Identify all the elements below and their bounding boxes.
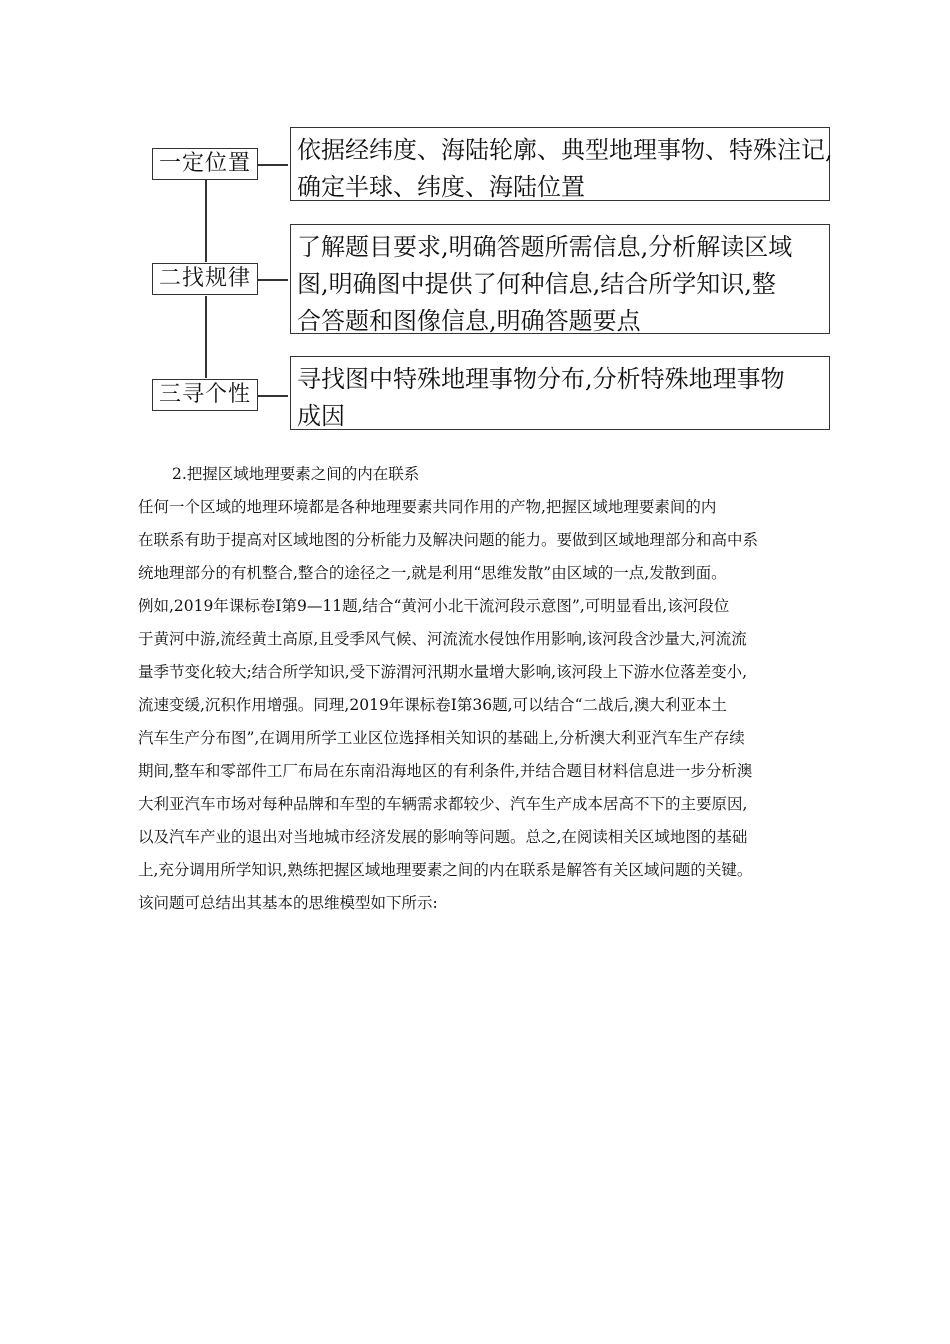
paragraph-line: 例如,2019年课标卷Ⅰ第9—11题,结合“黄河小北干流河段示意图”,可明显看出,该河段位 [138,597,730,615]
paragraph-line: 期间,整车和零部件工厂布局在东南沿海地区的有利条件,并结合题目材料信息进一步分析澳 [138,762,753,780]
step-content-line: 寻找图中特殊地理事物分布,分析特殊地理事物 [297,365,785,393]
step-content-pattern [290,224,830,334]
paragraph-line: 统地理部分的有机整合,整合的途径之一,就是利用“思维发散”由区域的一点,发散到面。 [138,564,727,582]
paragraph-line: 上,充分调用所学知识,熟练把握区域地理要素之间的内在联系是解答有关区域问题的关键。 [138,861,753,879]
step-dash-pattern [258,279,288,281]
step-content-line: 了解题目要求,明确答题所需信息,分析解读区域 [297,233,793,261]
step-content-locate [290,127,833,201]
connector-line-2 [205,296,207,378]
step-content-line: 确定半球、纬度、海陆位置 [297,173,585,201]
thinking-flow-diagram [0,0,950,440]
paragraph-line: 该问题可总结出其基本的思维模型如下所示: [138,894,438,912]
step-content-line: 依据经纬度、海陆轮廓、典型地理事物、特殊注记, [297,136,833,164]
paragraph-line: 大利亚汽车市场对每种品牌和车型的车辆需求都较少、汽车生产成本居高不下的主要原因, [138,795,748,813]
paragraph-line: 于黄河中游,流经黄土高原,且受季风气候、河流流水侵蚀作用影响,该河段含沙量大,河流流 [138,630,747,648]
section-paragraph [138,491,818,920]
section-heading: 2.把握区域地理要素之间的内在联系 [172,465,420,483]
paragraph-line: 量季节变化较大;结合所学知识,受下游渭河汛期水量增大影响,该河段上下游水位落差变小, [138,663,748,681]
paragraph-line: 流速变缓,沉积作用增强。同理,2019年课标卷Ⅰ第36题,可以结合“二战后,澳大利亚本土 [138,696,727,714]
paragraph-line: 汽车生产分布图”,在调用所学工业区位选择相关知识的基础上,分析澳大利亚汽车生产存续 [138,729,745,747]
step-content-individuality [290,356,830,430]
step-dash-individuality [258,395,288,397]
step-dash-locate [258,164,288,166]
section-body [138,458,818,920]
connector-line-1 [205,180,207,262]
step-content-line: 图,明确图中提供了何种信息,结合所学知识,整 [297,270,776,298]
step-label-pattern: 二找规律 [152,263,258,295]
step-label-individuality: 三寻个性 [152,379,258,411]
step-content-line: 成因 [297,402,345,430]
paragraph-line: 以及汽车产业的退出对当地城市经济发展的影响等问题。总之,在阅读相关区域地图的基础 [138,828,748,846]
paragraph-line: 在联系有助于提高对区域地图的分析能力及解决问题的能力。要做到区域地理部分和高中系 [138,531,759,549]
step-content-line: 合答题和图像信息,明确答题要点 [297,307,641,335]
step-label-locate: 一定位置 [152,148,258,180]
paragraph-line: 任何一个区域的地理环境都是各种地理要素共同作用的产物,把握区域地理要素间的内 [138,498,717,516]
